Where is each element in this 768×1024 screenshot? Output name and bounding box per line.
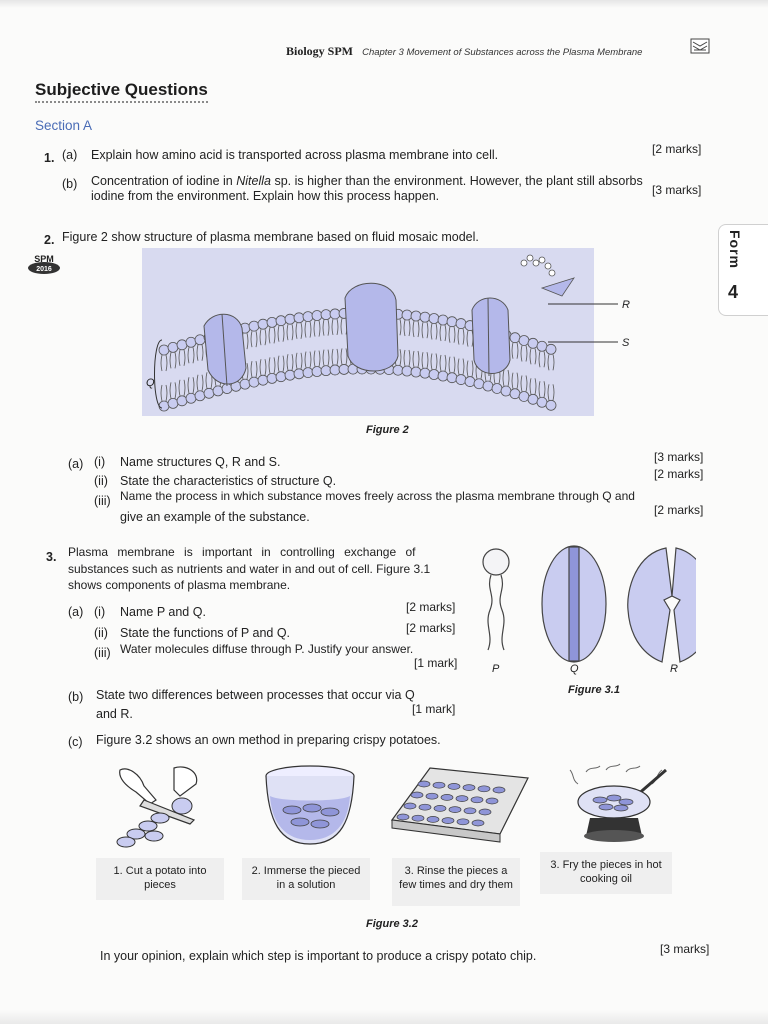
spm-2016-badge — [26, 253, 62, 275]
phospholipid-tail — [305, 352, 311, 368]
potato-slice — [457, 819, 469, 825]
phospholipid-head — [312, 367, 322, 377]
phospholipid-head — [177, 340, 187, 350]
q1-number: 1. — [44, 151, 55, 165]
phospholipid-tail — [269, 357, 275, 373]
phospholipid-tail — [449, 357, 455, 373]
q2a-label: (a) — [68, 457, 84, 471]
phospholipid-head — [510, 389, 520, 399]
q2aiii-label: (iii) — [94, 494, 111, 508]
potato-slice — [404, 803, 416, 809]
phospholipid-tail — [404, 320, 410, 336]
phospholipid-tail — [440, 325, 446, 341]
phospholipid-head — [303, 368, 313, 378]
phospholipid-head — [402, 366, 412, 376]
step-3-box: 3. Rinse the pieces a few times and dry them — [392, 858, 520, 906]
q1a-text: Explain how amino acid is transported across plasma membrane into cell. — [91, 148, 499, 162]
phospholipid-tail — [548, 354, 554, 370]
phospholipid-tail — [440, 355, 446, 371]
q1b-line2: iodine from the environment. Explain how this process happen. — [91, 189, 440, 203]
phospholipid-tail — [305, 322, 311, 338]
potato-slice — [434, 805, 446, 811]
phospholipid-head — [312, 311, 322, 321]
q3b-label: (b) — [68, 690, 84, 704]
label-s: S — [622, 337, 630, 349]
phospholipid-head — [438, 371, 448, 381]
phospholipid-head — [303, 312, 313, 322]
phospholipid-tail — [323, 350, 329, 366]
phospholipid-tail — [161, 355, 167, 371]
q1a-marks: [2 marks] — [652, 142, 702, 156]
q3aiii-marks: [1 mark] — [414, 656, 458, 670]
q3a-label: (a) — [68, 605, 84, 619]
phospholipid-head — [186, 337, 196, 347]
q3aii-marks: [2 marks] — [406, 621, 456, 635]
phospholipid-tail — [188, 347, 194, 363]
phospholipid-head — [474, 379, 484, 389]
phospholipid-head — [528, 338, 538, 348]
phospholipid-head — [249, 377, 259, 387]
phospholipid-tail — [197, 375, 203, 391]
potato-slice — [442, 818, 454, 824]
phospholipid-head — [402, 310, 412, 320]
phospholipid-tail — [458, 359, 464, 375]
phospholipid-head — [267, 373, 277, 383]
q3-line3: shows components of plasma membrane. — [68, 578, 291, 592]
phospholipid-tail — [431, 354, 437, 370]
drying-tray-illustration — [390, 764, 530, 846]
integral-protein-large — [345, 283, 398, 371]
potato-slice — [486, 798, 498, 804]
phospholipid-head — [159, 345, 169, 355]
potato-slice — [456, 796, 468, 802]
phospholipid-tail — [314, 351, 320, 367]
q3aii-label: (ii) — [94, 626, 108, 640]
phospholipid-head — [339, 364, 349, 374]
phospholipid-tail — [323, 320, 329, 336]
q2aiii-line2: give an example of the substance. — [120, 510, 310, 524]
phospholipid-head — [393, 365, 403, 375]
phospholipid-tail — [512, 373, 518, 389]
q3-line2: substances such as nutrients and water in and out of cell. Figure 3.1 — [68, 562, 431, 576]
phospholipid-head — [411, 367, 421, 377]
q2aiii-line1: Name the process in which substance moves freely across the plasma membrane through Q and — [120, 489, 635, 503]
phospholipid-tail — [197, 345, 203, 361]
potato-slice — [463, 785, 475, 791]
phospholipid-head — [546, 400, 556, 410]
phospholipid-head — [276, 372, 286, 382]
phospholipid-head — [195, 335, 205, 345]
step-1-box: 1. Cut a potato into pieces — [96, 858, 224, 900]
phospholipid-head — [537, 341, 547, 351]
phospholipid-head — [267, 317, 277, 327]
phospholipid-head — [294, 369, 304, 379]
potato-slice — [493, 787, 505, 793]
q1a-label: (a) — [62, 148, 78, 162]
phospholipid-tail — [260, 329, 266, 345]
phospholipid-head — [258, 319, 268, 329]
step-4-box: 3. Fry the pieces in hot cooking oil — [540, 852, 672, 894]
potato-slice — [479, 809, 491, 815]
final-question-text: In your opinion, explain which step is important to produce a crispy potato chip. — [100, 949, 537, 963]
figure-2-caption: Figure 2 — [366, 424, 409, 436]
q2-text: Figure 2 show structure of plasma membrane based on fluid mosaic model. — [62, 230, 479, 244]
running-header — [286, 44, 642, 59]
q3ai-marks: [2 marks] — [406, 600, 456, 614]
phospholipid-tail — [296, 323, 302, 339]
q2ai-text: Name structures Q, R and S. — [120, 455, 281, 469]
potato-slice — [449, 807, 461, 813]
page-title: Subjective Questions — [35, 80, 208, 103]
phospholipid-tail — [287, 324, 293, 340]
cutting-potato-illustration — [100, 760, 220, 856]
phospholipid-head — [519, 391, 529, 401]
phospholipid-head — [492, 383, 502, 393]
chapter-title: Chapter 3 Movement of Substances across the Plasma Membrane — [362, 47, 643, 58]
q2ai-marks: [3 marks] — [654, 450, 704, 464]
phospholipid-head — [510, 333, 520, 343]
phospholipid-tail — [458, 329, 464, 345]
phospholipid-tail — [467, 331, 473, 347]
phospholipid-head — [429, 314, 439, 324]
glycoprotein-carbohydrate-chain — [521, 255, 574, 296]
potato-slice — [471, 797, 483, 803]
phospholipid-tail — [296, 353, 302, 369]
phospholipid-tail — [278, 356, 284, 372]
phospholipid-head — [168, 342, 178, 352]
bowl-of-solution-illustration — [260, 762, 360, 852]
q3c-label: (c) — [68, 735, 83, 749]
phospholipid-tail — [179, 350, 185, 366]
phospholipid-head — [438, 315, 448, 325]
potato-slice — [448, 783, 460, 789]
q3-number: 3. — [46, 550, 57, 564]
phospholipid-head — [330, 309, 340, 319]
phospholipid-tail — [332, 349, 338, 365]
q1b-marks: [3 marks] — [652, 183, 702, 197]
section-heading: Section A — [35, 118, 93, 133]
q1b-label: (b) — [62, 177, 78, 191]
q2aii-text: State the characteristics of structure Q. — [120, 474, 337, 488]
q3b-marks: [1 mark] — [412, 702, 456, 716]
phospholipid-head — [330, 365, 340, 375]
potato-slice — [472, 820, 484, 826]
channel-protein-right — [472, 298, 510, 374]
phospholipid-tail — [332, 319, 338, 335]
phospholipid-head — [276, 316, 286, 326]
phospholipid-tail — [170, 382, 176, 398]
svg-text:SPM: SPM — [34, 254, 54, 264]
phospholipid-tail — [422, 322, 428, 338]
phospholipid-tail — [512, 343, 518, 359]
q3aiii-label: (iii) — [94, 646, 111, 660]
figure-3-1-diagram — [476, 540, 696, 680]
book-title: Biology SPM — [286, 44, 354, 58]
q3-line1: Plasma membrane is important in controlling exchange of — [68, 545, 416, 559]
label-p: P — [492, 663, 500, 675]
phospholipid-head — [519, 335, 529, 345]
phospholipid-head — [195, 391, 205, 401]
potato-slice — [478, 786, 490, 792]
phospholipid-tail — [539, 381, 545, 397]
phospholipid-head — [528, 394, 538, 404]
phospholipid-head — [321, 366, 331, 376]
phospholipid-head — [249, 321, 259, 331]
q3b-line2: and R. — [96, 707, 133, 721]
phospholipid-p — [483, 549, 509, 650]
phospholipid-head — [447, 317, 457, 327]
phospholipid-tail — [251, 331, 257, 347]
form-tab-number: 4 — [728, 282, 739, 302]
phospholipid-head — [546, 344, 556, 354]
phospholipid-head — [456, 319, 466, 329]
phospholipid-head — [258, 375, 268, 385]
potato-slice — [427, 816, 439, 822]
phospholipid-head — [411, 311, 421, 321]
phospholipid-head — [429, 370, 439, 380]
potato-slice — [464, 808, 476, 814]
phospholipid-tail — [530, 378, 536, 394]
phospholipid-head — [285, 370, 295, 380]
q2ai-label: (i) — [94, 455, 106, 469]
phospholipid-head — [420, 312, 430, 322]
phospholipid-tail — [503, 370, 509, 386]
phospholipid-head — [213, 386, 223, 396]
figure-3-1-caption: Figure 3.1 — [568, 684, 620, 696]
phospholipid-head — [483, 381, 493, 391]
phospholipid-tail — [287, 354, 293, 370]
potato-slice — [441, 794, 453, 800]
label-r: R — [622, 299, 630, 311]
potato-slice — [433, 782, 445, 788]
phospholipid-tail — [422, 352, 428, 368]
q2aii-marks: [2 marks] — [654, 467, 704, 481]
phospholipid-tail — [170, 352, 176, 368]
q1b-line1: Concentration of iodine in Nitella sp. is higher than the environment. However, the plant still absorbs — [91, 174, 643, 188]
svg-text:2016: 2016 — [36, 266, 52, 273]
phospholipid-head — [501, 386, 511, 396]
phospholipid-head — [465, 377, 475, 387]
step-2-box: 2. Immerse the pieced in a solution — [242, 858, 370, 900]
potato-slice — [411, 792, 423, 798]
q2-number: 2. — [44, 233, 55, 247]
phospholipid-tail — [404, 350, 410, 366]
phospholipid-head — [447, 373, 457, 383]
phospholipid-head — [159, 401, 169, 411]
phospholipid-tail — [314, 321, 320, 337]
phospholipid-head — [285, 314, 295, 324]
q3aii-text: State the functions of P and Q. — [120, 626, 291, 640]
phospholipid-tail — [278, 326, 284, 342]
channel-protein-left — [204, 314, 246, 384]
phospholipid-head — [177, 396, 187, 406]
label-q: Q — [146, 377, 155, 389]
phospholipid-tail — [341, 348, 347, 364]
phospholipid-head — [186, 393, 196, 403]
potato-slice — [419, 804, 431, 810]
phospholipid-head — [294, 313, 304, 323]
form-tab — [718, 224, 768, 316]
phospholipid-tail — [260, 359, 266, 375]
figure-3-2-caption: Figure 3.2 — [366, 918, 418, 930]
phospholipid-tail — [413, 351, 419, 367]
potato-slice — [418, 781, 430, 787]
potato-slice — [412, 815, 424, 821]
phospholipid-head — [456, 375, 466, 385]
phospholipid-tail — [521, 375, 527, 391]
phospholipid-tail — [548, 384, 554, 400]
phospholipid-tail — [449, 327, 455, 343]
label-q31: Q — [570, 663, 579, 675]
phospholipid-tail — [467, 361, 473, 377]
q3b-line1: State two differences between processes that occur via Q — [96, 688, 415, 702]
page-top-shadow — [0, 0, 768, 8]
label-r31: R — [670, 663, 678, 675]
phospholipid-head — [240, 379, 250, 389]
q3aiii-text: Water molecules diffuse through P. Justify your answer. — [120, 642, 414, 656]
phospholipid-tail — [530, 348, 536, 364]
q3ai-text: Name P and Q. — [120, 605, 206, 619]
form-tab-label: Form — [727, 230, 743, 269]
book-icon — [690, 38, 710, 54]
carrier-protein-r — [628, 548, 696, 662]
frying-pan-illustration — [566, 762, 676, 852]
phospholipid-head — [420, 368, 430, 378]
phospholipid-tail — [521, 345, 527, 361]
phospholipid-tail — [269, 327, 275, 343]
phospholipid-head — [168, 398, 178, 408]
figure-2-membrane-diagram — [142, 248, 642, 416]
phospholipid-head — [204, 388, 214, 398]
q2aiii-marks: [2 marks] — [654, 503, 704, 517]
phospholipid-tail — [179, 380, 185, 396]
page-bottom-shadow — [0, 1010, 768, 1024]
phospholipid-tail — [161, 385, 167, 401]
phospholipid-tail — [413, 321, 419, 337]
phospholipid-tail — [188, 377, 194, 393]
phospholipid-tail — [431, 324, 437, 340]
phospholipid-tail — [539, 351, 545, 367]
phospholipid-head — [321, 310, 331, 320]
q2aii-label: (ii) — [94, 474, 108, 488]
potato-slice — [397, 814, 409, 820]
channel-protein-q — [542, 546, 606, 662]
potato-slice — [426, 793, 438, 799]
q3c-text: Figure 3.2 shows an own method in preparing crispy potatoes. — [96, 733, 441, 747]
phospholipid-head — [537, 397, 547, 407]
q3ai-label: (i) — [94, 605, 106, 619]
final-question-marks: [3 marks] — [660, 942, 710, 956]
phospholipid-tail — [251, 361, 257, 377]
